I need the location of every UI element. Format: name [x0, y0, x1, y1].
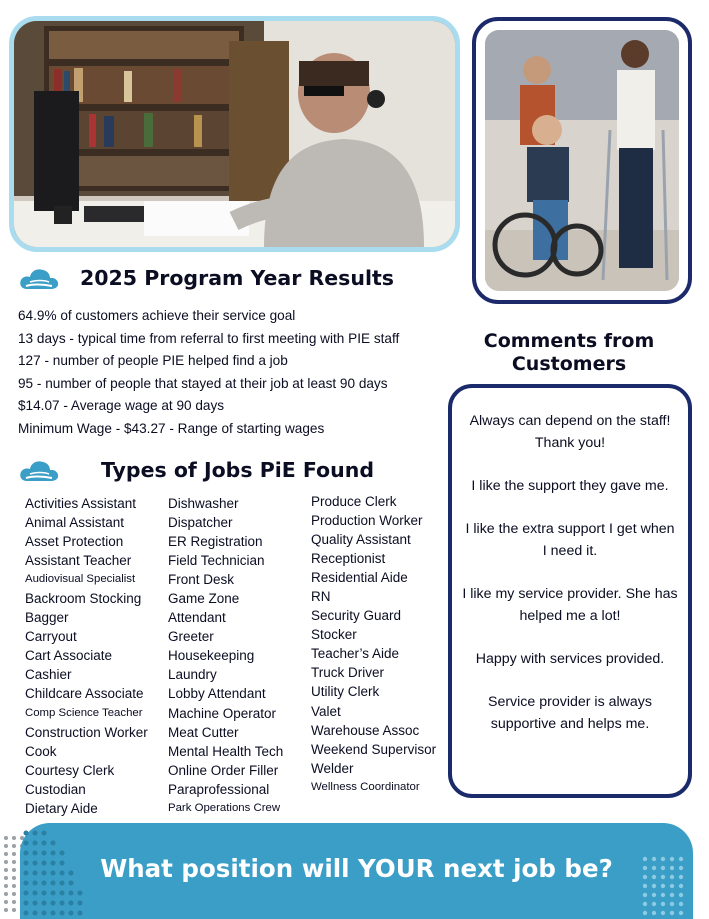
- result-item: Minimum Wage - $43.27 - Range of starting wages: [18, 420, 325, 436]
- job-item: Comp Science Teacher: [25, 706, 143, 719]
- comments-title: Comments from Customers: [483, 330, 655, 375]
- man-at-computer-photo: [9, 16, 460, 252]
- job-item: Mental Health Tech: [168, 743, 284, 759]
- job-item: Dishwasher: [168, 496, 239, 511]
- result-item: 64.9% of customers achieve their service goal: [18, 308, 296, 323]
- job-item: Valet: [311, 703, 341, 719]
- job-item: Animal Assistant: [25, 515, 125, 531]
- results-title: 2025 Program Year Results: [80, 266, 394, 290]
- job-item: Dispatcher: [168, 515, 233, 531]
- job-item: Machine Operator: [168, 705, 277, 721]
- job-item: Housekeeping: [168, 648, 255, 664]
- job-item: Security Guard: [311, 608, 402, 624]
- job-item: Paraprofessional: [168, 781, 270, 797]
- office-scene-illustration: [14, 21, 455, 247]
- cloud-icon: [18, 267, 60, 291]
- job-item: Meat Cutter: [168, 724, 239, 740]
- job-item: Attendant: [168, 610, 226, 626]
- job-item: Activities Assistant: [25, 496, 137, 511]
- job-item: Produce Clerk: [311, 494, 397, 509]
- job-item: Laundry: [168, 667, 217, 683]
- job-item: Weekend Supervisor: [311, 741, 437, 757]
- customers-group-photo: [472, 17, 692, 304]
- job-item: Wellness Coordinator: [311, 780, 420, 793]
- job-item: Backroom Stocking: [25, 591, 142, 607]
- jobs-column-1: [25, 494, 148, 818]
- job-item: Utility Clerk: [311, 684, 380, 700]
- job-item: Construction Worker: [25, 724, 148, 740]
- job-item: Cart Associate: [25, 648, 113, 664]
- job-item: Park Operations Crew: [168, 801, 281, 814]
- result-item: 13 days - typical time from referral to first meeting with PIE staff: [18, 330, 400, 346]
- customer-quote: I like my service provider. She has helped me a lot!: [462, 586, 678, 624]
- job-item: Courtesy Clerk: [25, 762, 115, 778]
- job-item: Online Order Filler: [168, 762, 279, 778]
- customer-quote: Always can depend on the staff! Thank you!: [469, 413, 671, 451]
- result-item: $14.07 - Average wage at 90 days: [18, 398, 225, 414]
- group-scene-illustration: [485, 30, 679, 291]
- job-item: Dietary Aide: [25, 800, 98, 816]
- result-item: 127 - number of people PIE helped find a job: [18, 353, 288, 369]
- customer-quote: I like the support they gave me.: [471, 478, 669, 494]
- job-item: Cashier: [25, 667, 72, 683]
- job-item: Stocker: [311, 627, 357, 643]
- job-item: Warehouse Assoc: [311, 722, 420, 738]
- job-item: Receptionist: [311, 551, 386, 567]
- job-item: Welder: [311, 760, 354, 776]
- job-item: Residential Aide: [311, 570, 408, 586]
- job-item: Truck Driver: [311, 665, 384, 681]
- banner-text: What position will YOUR next job be?: [100, 854, 613, 883]
- job-item: Front Desk: [168, 572, 235, 588]
- job-item: Audiovisual Specialist: [25, 573, 136, 586]
- customer-quote: Service provider is always supportive and helps me.: [487, 694, 652, 732]
- job-item: Childcare Associate: [25, 686, 144, 702]
- job-item: Assistant Teacher: [25, 553, 132, 569]
- job-item: Quality Assistant: [311, 532, 411, 548]
- customer-quote: Happy with services provided.: [475, 651, 665, 667]
- jobs-title: Types of Jobs PiE Found: [101, 458, 375, 482]
- job-item: Cook: [25, 743, 57, 759]
- job-item: Greeter: [168, 629, 214, 645]
- job-item: Asset Protection: [25, 534, 124, 550]
- job-item: Production Worker: [311, 513, 423, 529]
- bottom-banner: [20, 823, 693, 919]
- job-item: RN: [311, 589, 331, 605]
- jobs-column-2: [168, 494, 283, 818]
- job-item: Carryout: [25, 629, 77, 645]
- job-item: Custodian: [25, 781, 86, 797]
- job-item: ER Registration: [168, 534, 263, 550]
- customer-quote: I like the extra support I get when I need it.: [465, 521, 675, 559]
- jobs-column-3: [311, 492, 436, 797]
- comments-box: [448, 384, 692, 798]
- job-item: Bagger: [25, 610, 69, 626]
- results-list: [18, 305, 399, 441]
- job-item: Teacher’s Aide: [311, 646, 400, 662]
- job-item: Lobby Attendant: [168, 686, 266, 702]
- cloud-icon: [18, 459, 60, 483]
- job-item: Field Technician: [168, 553, 265, 569]
- result-item: 95 - number of people that stayed at their job at least 90 days: [18, 375, 388, 391]
- job-item: Game Zone: [168, 591, 240, 607]
